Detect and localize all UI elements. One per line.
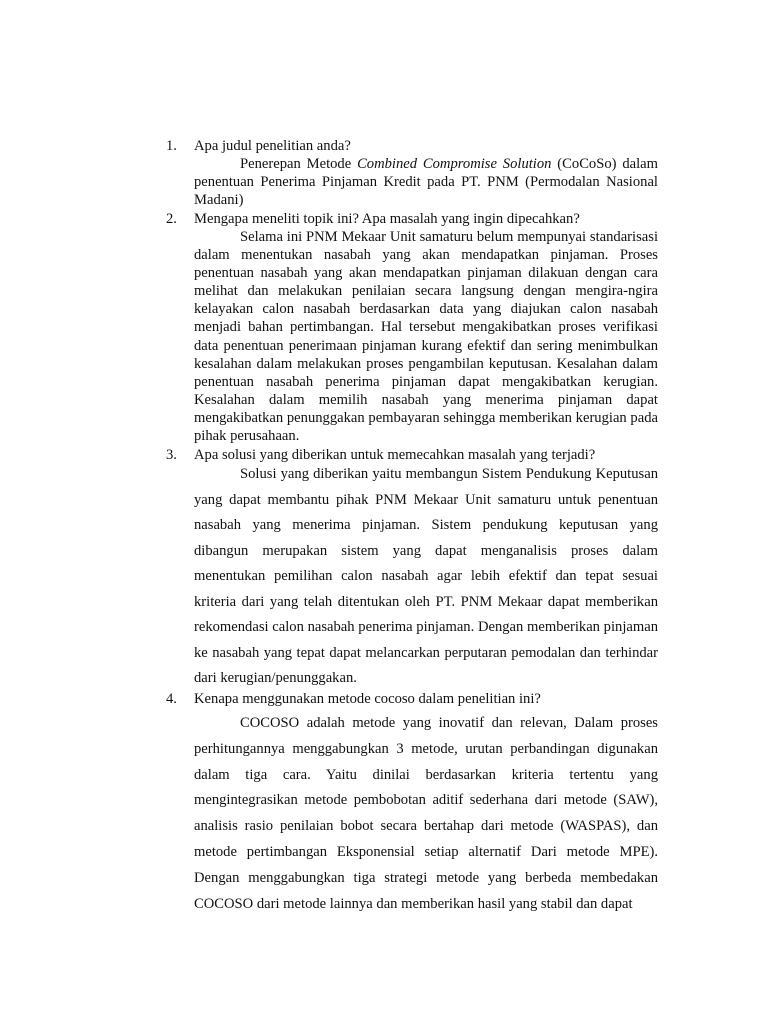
item-4-question: Kenapa menggunakan metode cocoso dalam penelitian ini?	[194, 691, 541, 707]
item-1-question: Apa judul penelitian anda?	[194, 138, 351, 154]
item-2-question: Mengapa meneliti topik ini? Apa masalah yang ingin dipecahkan?	[194, 211, 580, 227]
item-3-question: Apa solusi yang diberikan untuk memecahkan masalah yang terjadi?	[194, 447, 596, 463]
item-4-answer-text: COCOSO adalah metode yang inovatif dan relevan, Dalam proses perhitungannya menggabungkan 3 metode, urutan perbandingan digunakan dalam tiga cara. Yaitu dinilai berdasarkan kriteria tertentu yang mengintegrasikan metode pembobotan aditif sederhana dari metode (SAW), analisis rasio penilaian bobot secara bertahap dari metode (WASPAS), dan metode pertimbangan Eksponensial setiap alternatif Dari metode MPE). Dengan menggabungkan tiga strategi metode yang berbeda membedakan COCOSO dari metode lainnya dan memberikan hasil yang stabil dan dapat	[194, 715, 658, 912]
item-4-answer	[194, 711, 658, 917]
item-1-answer-pre: Penerepan Metode	[240, 156, 358, 172]
item-1-answer-emphasis: Combined Compromise Solution	[357, 156, 552, 172]
item-1-answer-post: (CoCoSo) dalam penentuan Penerima Pinjaman Kredit pada PT. PNM (Permodalan Nasional Madani)	[194, 156, 658, 209]
item-4-number: 4.	[166, 691, 177, 707]
item-3-answer-text: Solusi yang diberikan yaitu membangun Sistem Pendukung Keputusan yang dapat membantu pihak PNM Mekaar Unit samaturu untuk penentuan nasabah yang menerima pinjaman. Sistem pendukung keputusan yang dibangun merupakan sistem yang dapat menganalisis proses dalam menentukan pemilihan calon nasabah agar lebih efektif dan tepat sesuai kriteria dari yang telah ditentukan oleh PT. PNM Mekaar dapat memberikan rekomendasi calon nasabah penerima pinjaman. Dengan memberikan pinjaman ke nasabah yang tepat dapat melancarkan perputaran pemodalan dan terhindar dari kerugian/penunggakan.	[194, 466, 658, 686]
item-2-number: 2.	[166, 211, 177, 227]
item-2-answer	[194, 228, 658, 445]
item-1-number: 1.	[166, 138, 177, 154]
item-1-answer	[194, 155, 658, 209]
item-3-answer	[194, 462, 658, 692]
item-2-answer-text: Selama ini PNM Mekaar Unit samaturu belum mempunyai standarisasi dalam menentukan nasabah yang akan mendapatkan pinjaman. Proses penentuan nasabah yang akan mendapatkan pinjaman dilakuan dengan cara melihat dan melakukan penilaian secara langsung dengan mengira-ngira kelayakan calon nasabah berdasarkan data yang diajukan calon nasabah menjadi bahan pertimbangan. Hal tersebut mengakibatkan proses verifikasi data penentuan penerimaan pinjaman kurang efektif dan sering menimbulkan kesalahan dalam melakukan proses pengambilan keputusan. Kesalahan dalam penentuan nasabah penerima pinjaman dapat mengakibatkan kerugian. Kesalahan dalam memilih nasabah yang menerima pinjaman dapat mengakibatkan penunggakan pembayaran sehingga memberikan kerugian pada pihak perusahaan.	[194, 229, 658, 445]
item-3-number: 3.	[166, 447, 177, 463]
